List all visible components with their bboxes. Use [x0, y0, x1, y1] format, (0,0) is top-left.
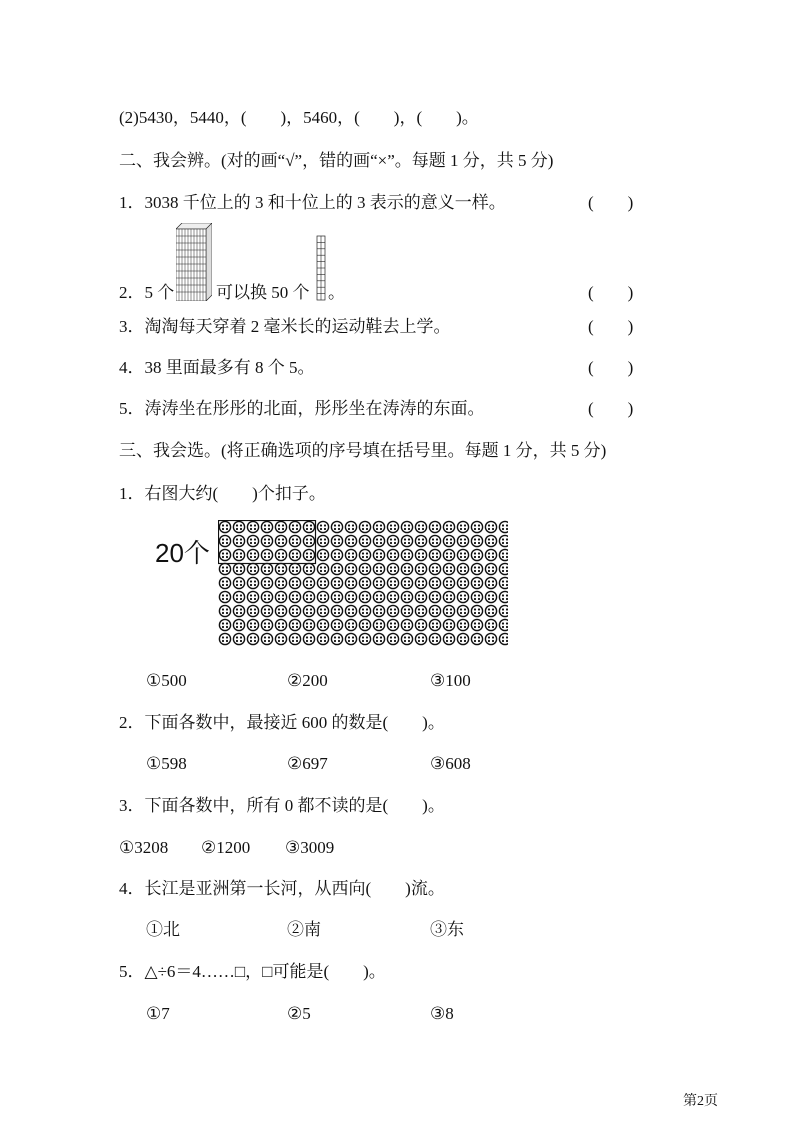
- q2-2-text-a: 2．5 个: [119, 283, 175, 302]
- q2-4-text: 4．38 里面最多有 8 个 5。: [119, 358, 315, 377]
- q2-5-answer-bracket[interactable]: ( ): [588, 399, 634, 418]
- q3-5-option-1[interactable]: ①7: [146, 1004, 170, 1023]
- q2-5-text: 5．涛涛坐在彤彤的北面，彤彤坐在涛涛的东面。: [119, 399, 485, 418]
- q3-1-option-3[interactable]: ③100: [430, 671, 471, 690]
- q3-5-option-3[interactable]: ③8: [430, 1004, 454, 1023]
- q3-4-option-1[interactable]: ①北: [146, 920, 180, 939]
- q2-2-text-c: 。: [328, 283, 345, 302]
- buttons-image: [218, 520, 508, 646]
- q2-4-answer-bracket[interactable]: ( ): [588, 358, 634, 377]
- q2-1-answer-bracket[interactable]: ( ): [588, 193, 634, 212]
- q3-4-text: 4．长江是亚洲第一长河，从西向( )流。: [119, 879, 445, 898]
- q3-3-option-3[interactable]: ③3009: [285, 838, 335, 857]
- q3-3-option-2[interactable]: ②1200: [201, 838, 251, 857]
- twenty-label: 20个: [155, 538, 210, 568]
- q3-5-option-2[interactable]: ②5: [287, 1004, 311, 1023]
- q2-2-answer-bracket[interactable]: ( ): [588, 283, 634, 302]
- q2-1-text: 1．3038 千位上的 3 和十位上的 3 表示的意义一样。: [119, 193, 506, 212]
- q2-3-text: 3．淘淘每天穿着 2 毫米长的运动鞋去上学。: [119, 317, 451, 336]
- q3-1-option-1[interactable]: ①500: [146, 671, 187, 690]
- q2-3-answer-bracket[interactable]: ( ): [588, 317, 634, 336]
- ten-rod-image: [316, 235, 326, 301]
- q3-3-option-1[interactable]: ①3208: [119, 838, 169, 857]
- q3-2-option-2[interactable]: ②697: [287, 754, 328, 773]
- q3-3-text: 3．下面各数中，所有 0 都不读的是( )。: [119, 796, 445, 815]
- q3-4-option-3[interactable]: ③东: [430, 920, 464, 939]
- q3-2-option-1[interactable]: ①598: [146, 754, 187, 773]
- q3-1-text: 1．右图大约( )个扣子。: [119, 484, 326, 503]
- q3-4-option-2[interactable]: ②南: [287, 920, 321, 939]
- q3-5-text: 5．△÷6＝4……□，□可能是( )。: [119, 962, 386, 981]
- page-number: 第2页: [683, 1094, 718, 1109]
- q3-2-option-3[interactable]: ③608: [430, 754, 471, 773]
- q3-1-option-2[interactable]: ②200: [287, 671, 328, 690]
- q3-2-text: 2．下面各数中，最接近 600 的数是( )。: [119, 713, 445, 732]
- q2-2-text-b: 可以换 50 个: [216, 283, 310, 302]
- section-2-title: 二、我会辨。(对的画“√”，错的画“×”。每题 1 分，共 5 分): [119, 151, 554, 170]
- section-3-title: 三、我会选。(将正确选项的序号填在括号里。每题 1 分，共 5 分): [119, 441, 607, 460]
- hundred-flat-image: [176, 223, 212, 301]
- sequence-question: (2)5430，5440，( )，5460，( )，( )。: [119, 108, 479, 127]
